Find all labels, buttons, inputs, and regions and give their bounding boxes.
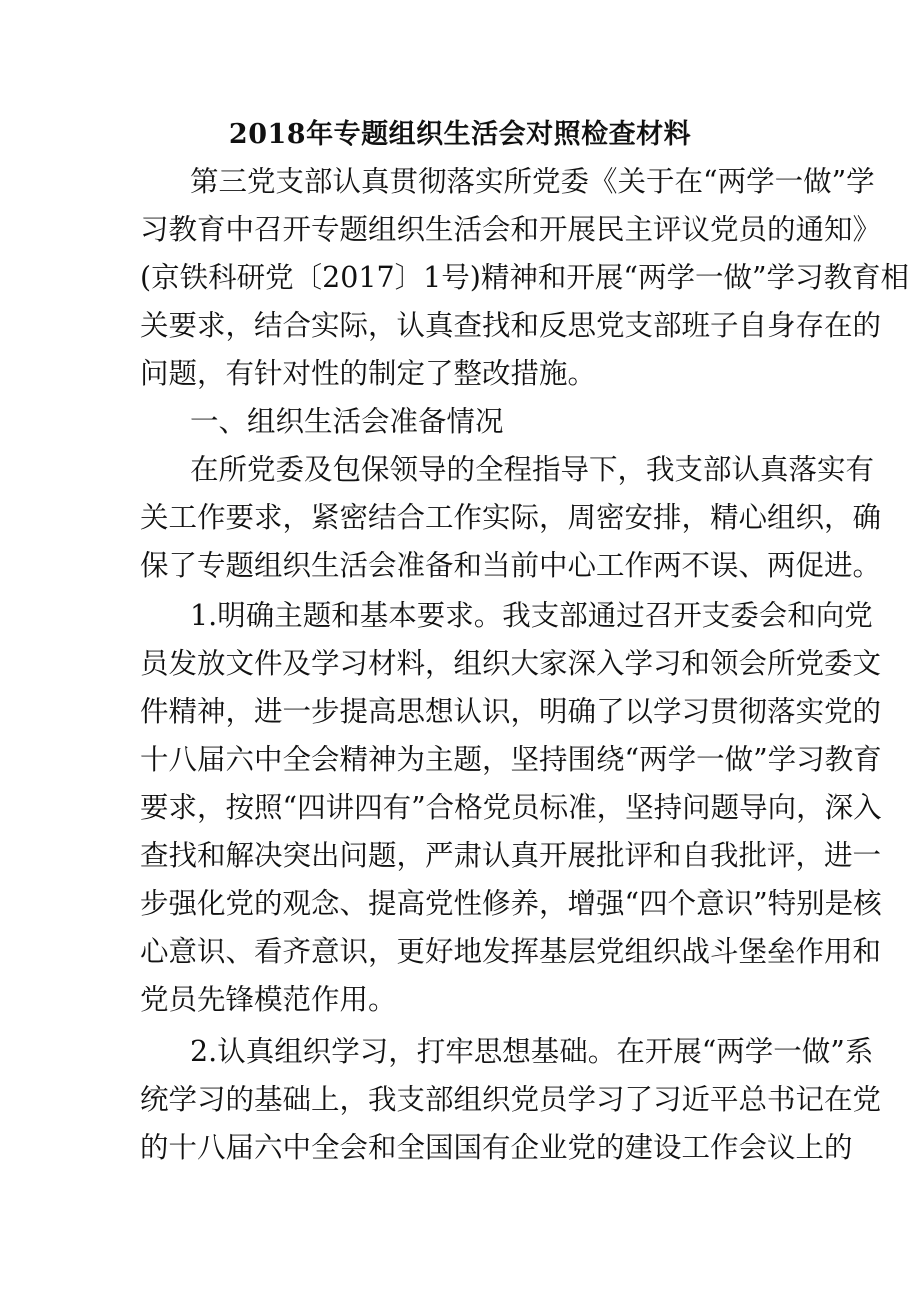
text-line: 在所党委及包保领导的全程指导下，我支部认真落实有 [190,453,875,486]
section-heading: 一、组织生活会准备情况 [190,405,504,438]
text-line: 保了专题组织生活会准备和当前中心工作两不误、两促进。 [140,549,882,582]
text-line: 关要求，结合实际，认真查找和反思党支部班子自身存在的 [140,309,882,342]
text-line: 十八届六中全会精神为主题，坚持围绕“两学一做”学习教育 [140,743,882,776]
text-line: 习教育中召开专题组织生活会和开展民主评议党员的通知》 [140,213,882,246]
text-line: 心意识、看齐意识，更好地发挥基层党组织战斗堡垒作用和 [140,935,882,968]
text-line: 第三党支部认真贯彻落实所党委《关于在“两学一做”学 [190,165,875,198]
text-line: 问题，有针对性的制定了整改措施。 [140,357,597,390]
text-line: 员发放文件及学习材料，组织大家深入学习和领会所党委文 [140,647,882,680]
text-line: 的十八届六中全会和全国国有企业党的建设工作会议上的 [140,1131,853,1164]
text-line: 党员先锋模范作用。 [140,983,397,1016]
text-line: 关工作要求，紧密结合工作实际，周密安排，精心组织，确 [140,501,882,534]
text-line: 件精神，进一步提高思想认识，明确了以学习贯彻落实党的 [140,695,882,728]
document-title: 2018年专题组织生活会对照检查材料 [228,119,692,150]
text-line: 统学习的基础上，我支部组织党员学习了习近平总书记在党 [140,1083,882,1116]
text-line: (京铁科研党〔2017〕1号)精神和开展“两学一做”学习教育相 [140,261,910,294]
text-line: 步强化党的观念、提高党性修养，增强“四个意识”特别是核 [140,887,882,920]
text-line: 要求，按照“四讲四有”合格党员标准，坚持问题导向，深入 [140,791,882,824]
text-line: 1.明确主题和基本要求。我支部通过召开支委会和向党 [190,599,873,632]
text-line: 查找和解决突出问题，严肃认真开展批评和自我批评，进一 [140,839,882,872]
text-line: 2.认真组织学习，打牢思想基础。在开展“两学一做”系 [190,1035,874,1068]
